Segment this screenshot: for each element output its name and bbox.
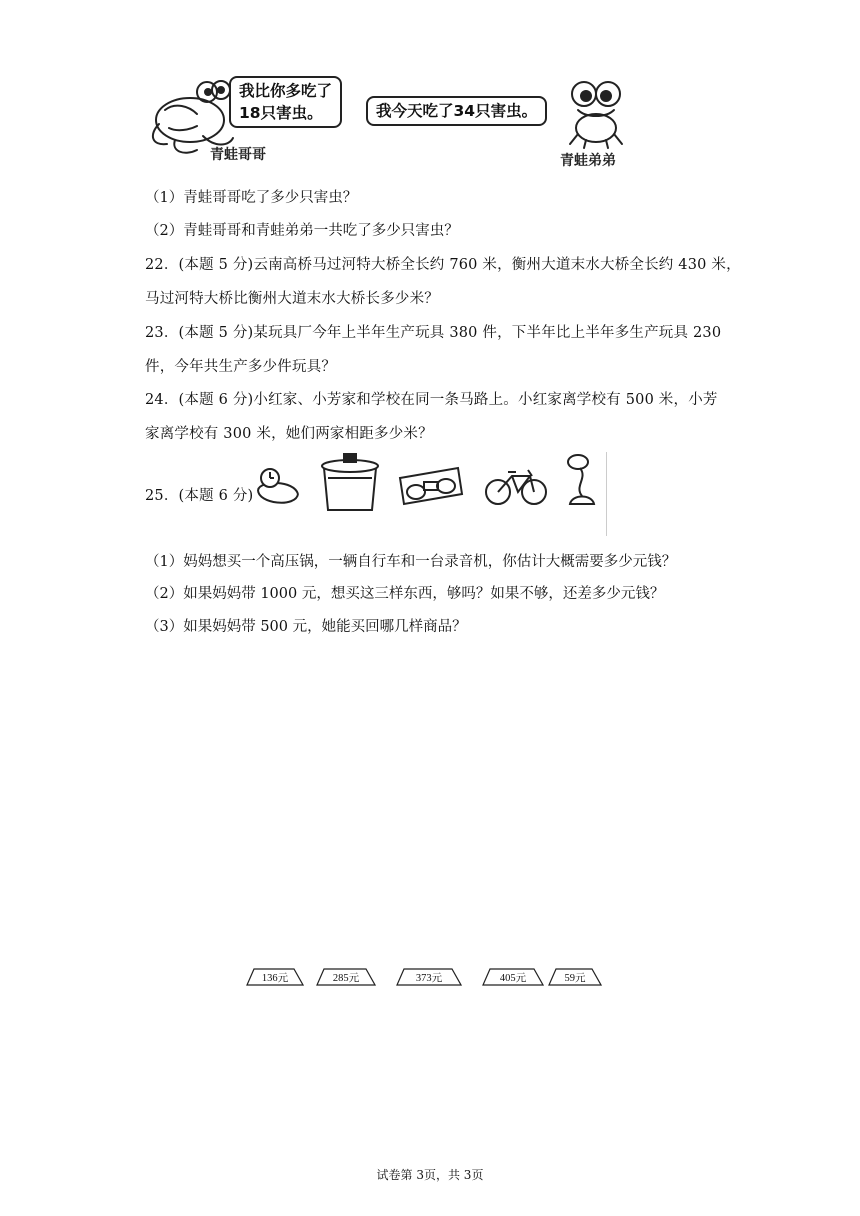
q23-line1: 23．(本题 5 分)某玩具厂今年上半年生产玩具 380 件，下半年比上半年多生产玩具 230 <box>145 325 722 341</box>
price-pressure-cooker: 285元 <box>332 972 360 984</box>
price-tag-pressure-cooker <box>316 968 376 986</box>
price-tag-desk-lamp <box>548 968 602 986</box>
desk-lamp-icon <box>562 452 602 508</box>
watch-icon <box>250 460 304 514</box>
pressure-cooker-icon <box>316 452 384 514</box>
q25-sub2: （2）如果妈妈带 1000 元，想买这三样东西，够吗？如果不够，还差多少元钱？ <box>145 586 665 602</box>
tape-recorder-icon <box>394 464 466 508</box>
price-bicycle: 405元 <box>499 972 527 984</box>
big-frog-speech-bubble <box>229 76 342 128</box>
small-frog-icon <box>556 72 638 152</box>
q21-sub1: （1）青蛙哥哥吃了多少只害虫？ <box>145 190 358 206</box>
q21-sub2: （2）青蛙哥哥和青蛙弟弟一共吃了多少只害虫？ <box>145 223 459 239</box>
q25-sub3: （3）如果妈妈带 500 元，她能买回哪几样商品？ <box>145 619 467 635</box>
big-bubble-line1: 我比你多吃了 <box>239 82 333 100</box>
q24-line1: 24．(本题 6 分)小红家、小芳家和学校在同一条马路上。小红家离学校有 500 米，小芳 <box>145 392 718 408</box>
price-watch: 136元 <box>261 972 289 984</box>
q25-heading: 25．(本题 6 分) <box>145 488 254 504</box>
big-frog-label: 青蛙哥哥 <box>210 147 266 163</box>
price-tag-watch <box>246 968 304 986</box>
small-frog-speech-bubble <box>366 96 547 126</box>
bicycle-icon <box>484 466 548 506</box>
q24-line2: 家离学校有 300 米，她们两家相距多少米？ <box>145 426 433 442</box>
q22-line1: 22．(本题 5 分)云南高桥马过河特大桥全长约 760 米，衡州大道末水大桥全长约 430 米， <box>145 257 741 273</box>
page-footer: 试卷第 3页，共 3页 <box>376 1168 484 1182</box>
big-bubble-line2: 18只害虫。 <box>239 104 323 122</box>
price-tag-bicycle <box>482 968 544 986</box>
q25-sub1: （1）妈妈想买一个高压锅，一辆自行车和一台录音机，你估计大概需要多少元钱？ <box>145 554 677 570</box>
small-frog-label: 青蛙弟弟 <box>560 153 616 169</box>
price-desk-lamp: 59元 <box>564 972 586 984</box>
small-bubble-text: 我今天吃了34只害虫。 <box>376 102 538 120</box>
price-tape-recorder: 373元 <box>415 972 443 984</box>
q23-line2: 件，今年共生产多少件玩具？ <box>145 359 337 375</box>
price-tag-tape-recorder <box>396 968 462 986</box>
q22-line2: 马过河特大桥比衡州大道末水大桥长多少米？ <box>145 291 439 307</box>
